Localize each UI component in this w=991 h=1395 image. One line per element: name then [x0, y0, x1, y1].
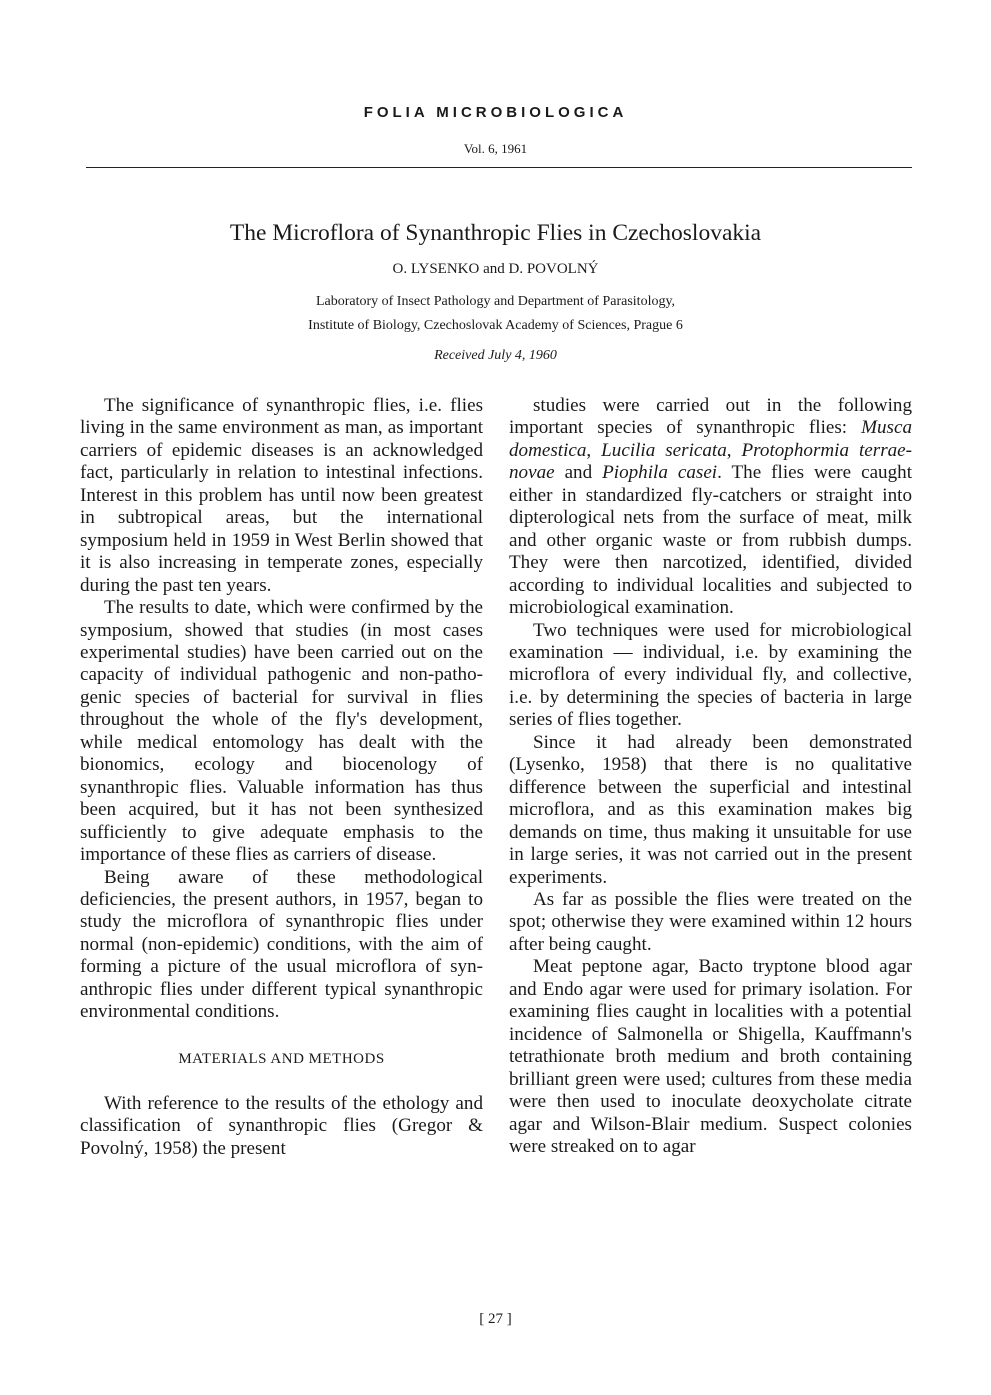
species-name: Protophormia terrae-novae: [509, 439, 913, 484]
species-name: Musca domestica: [509, 417, 912, 461]
volume-info: Vol. 6, 1961: [463, 141, 528, 156]
affiliation-line-1: Laboratory of Insect Pathology and Department of Parasitology,: [315, 294, 676, 309]
species-intro-text: studies were carried out in the following important species of synanthropic flies:: [509, 395, 912, 439]
paragraph-species: [509, 395, 912, 620]
paragraph-techniques: Two techniques were used for microbiological examination — individual, i.e. by examining the microflora of every individual fly, and collective, i.e. by determining the species of bacteria in large series of flies together.: [509, 619, 912, 731]
species-outro-text: . The flies were caught either in standardized fly-catchers or straight into dipterological nets from the surface of meat, milk and other organic waste or from rubbish dumps. They were then narcotized, identified, divided according to individual localities and subjected to microbiological examination.: [509, 462, 912, 619]
article-authors: O. LYSENKO and D. POVOLNÝ: [392, 261, 599, 277]
section-heading-methods: MATERIALS AND METHODS: [178, 1050, 385, 1067]
affiliation-line-2: Institute of Biology, Czechoslovak Academy of Sciences, Prague 6: [308, 318, 683, 333]
paragraph-results: The results to date, which were confirmed by the symposium, showed that studies (in most cases experimental studies) have been carried out on the capacity of individual pathogenic and non-pathogenic species of bacterial for survival in flies throughout the whole of the fly's development, while medical entomology has dealt with the bionomics, ecology and biocenology of synanthropic flies. Valuable information has thus been acquired, but it has not been synthesized sufficiently to give adequate emphasis to the importance of these flies as carriers of disease.: [80, 597, 483, 866]
left-column: [80, 395, 483, 1160]
species-separator: ,: [726, 439, 742, 461]
paragraph-media: Meat peptone agar, Bacto tryptone blood agar and Endo agar were used for primary isolation. For examining flies caught in localities with a potential incidence of Salmonella or Shigella, Kauffmann's tetrathionate broth medium and broth containing brilliant green were used; cultures from these media were then used to inoculate deoxycholate citrate agar and Wilson-Blair medium. Suspect colonies were streaked on to agar: [509, 956, 912, 1157]
paragraph-intro: The significance of synanthropic flies, i.e. flies living in the same environment as man, as important carriers of epidemic diseases is an acknowledged fact, particularly in relation to intestinal infections. Interest in this problem has until now been greatest in subtropical areas, but the international symposium held in 1959 in West Berlin showed that it is also increasing in temperate zones, especially during the past ten years.: [80, 395, 483, 596]
received-date: Received July 4, 1960: [434, 348, 557, 363]
species-name: Lucilia sericata: [601, 439, 727, 461]
page-number: [ 27 ]: [479, 1311, 512, 1327]
right-column: [509, 395, 912, 1158]
species-separator: and: [554, 462, 603, 484]
species-name: Piophila casei: [602, 462, 718, 484]
paragraph-treatment: As far as possible the flies were treated on the spot; otherwise they were examined within 12 hours after being caught.: [509, 888, 912, 955]
paragraph-aims: Being aware of these methodological deficiencies, the present authors, in 1957, began to study the microflora of synanthropic flies under normal (non-epidemic) conditions, with the aim of forming a picture of the usual microflora of synanthropic flies under different typical synanthropic environmental conditions.: [80, 866, 483, 1023]
species-separator: ,: [586, 439, 602, 461]
journal-name: FOLIA MICROBIOLOGICA: [363, 104, 628, 121]
header-rule: [86, 167, 912, 168]
paragraph-microflora: Since it had already been demonstrated (Lysenko, 1958) that there is no qualitative difference between the superficial and intestinal microflora, and as this examination makes big demands on time, thus making it unsuitable for use in large series, it was not carried out in the present experiments.: [509, 731, 912, 888]
article-title: The Microflora of Synanthropic Flies in Czechoslovakia: [229, 220, 762, 246]
paragraph-methods-start: With reference to the results of the ethology and classification of synanthropic flies (Gregor & Povolný, 1958) the present: [80, 1092, 483, 1159]
